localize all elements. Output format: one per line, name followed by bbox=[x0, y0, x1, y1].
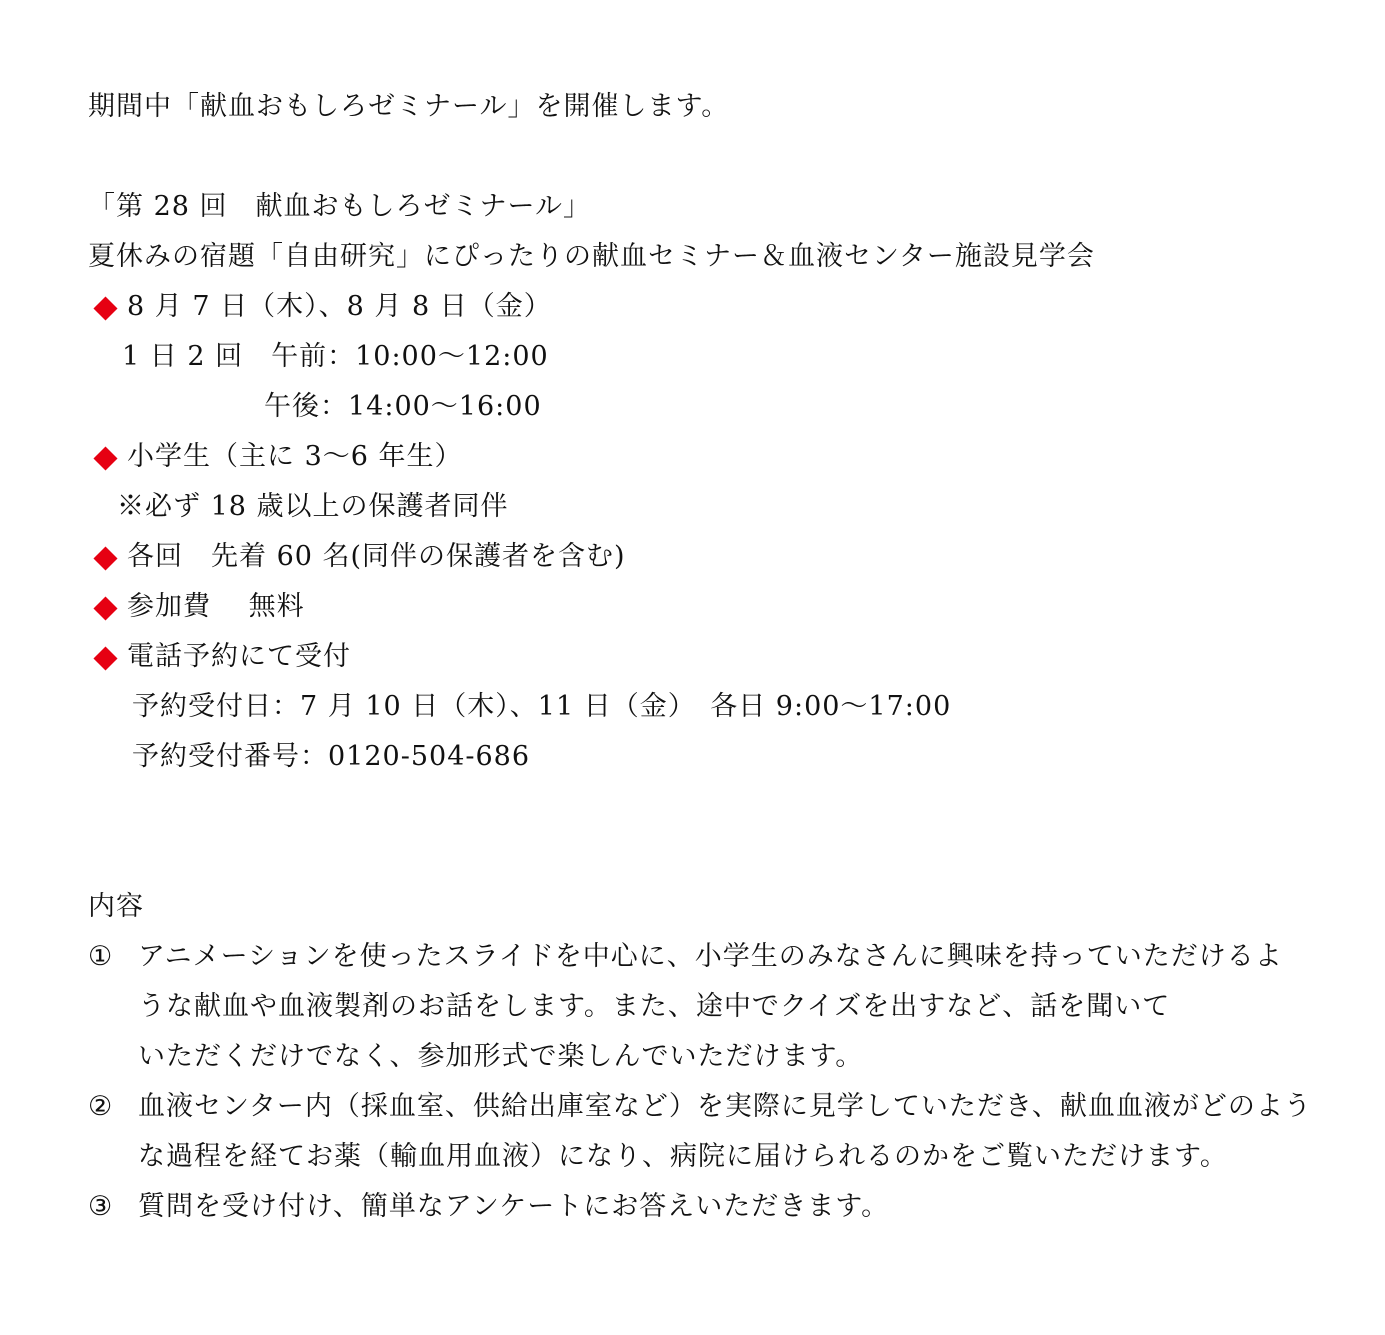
contents-item-line: いただくだけでなく、参加形式で楽しんでいただけます。 bbox=[138, 1041, 864, 1072]
contents-item-marker: ② bbox=[88, 1091, 113, 1122]
event-reservation: 電話予約にて受付 bbox=[127, 641, 351, 672]
contents-heading: 内容 bbox=[88, 891, 144, 922]
intro-text: 期間中「献血おもしろゼミナール」を開催します。 bbox=[88, 91, 730, 122]
bullet-diamond-icon bbox=[93, 446, 117, 470]
seminar-title: 「第 28 回 献血おもしろゼミナール」 bbox=[88, 191, 591, 222]
reservation-phone: 予約受付番号：0120-504-686 bbox=[132, 741, 531, 772]
contents-item-line: 血液センター内（採血室、供給出庫室など）を実際に見学していただき、献血血液がどのよう bbox=[138, 1091, 1312, 1122]
event-dates: 8 月 7 日（木）、8 月 8 日（金） bbox=[127, 291, 552, 322]
contents-item-line: うな献血や血液製剤のお話をします。また、途中でクイズを出すなど、話を聞いて bbox=[138, 991, 1171, 1022]
reservation-dates: 予約受付日：7 月 10 日（木）、11 日（金） 各日 9:00～17:00 bbox=[132, 691, 952, 722]
bullet-diamond-icon bbox=[93, 646, 117, 670]
event-target: 小学生（主に 3～6 年生） bbox=[127, 441, 463, 472]
contents-item-line: アニメーションを使ったスライドを中心に、小学生のみなさんに興味を持っていただけるよ bbox=[138, 941, 1283, 972]
bullet-diamond-icon bbox=[93, 596, 117, 620]
event-target-note: ※必ず 18 歳以上の保護者同伴 bbox=[117, 491, 509, 522]
event-times-pm: 午後：14:00～16:00 bbox=[264, 391, 542, 422]
seminar-subtitle: 夏休みの宿題「自由研究」にぴったりの献血セミナー＆血液センター施設見学会 bbox=[88, 241, 1095, 272]
contents-item-marker: ③ bbox=[88, 1191, 113, 1222]
contents-item-line: な過程を経てお薬（輸血用血液）になり、病院に届けられるのかをご覧いただけます。 bbox=[138, 1141, 1228, 1172]
bullet-diamond-icon bbox=[93, 546, 117, 570]
contents-item-marker: ① bbox=[88, 941, 113, 972]
contents-item-line: 質問を受け付け、簡単なアンケートにお答えいただきます。 bbox=[138, 1191, 890, 1222]
event-capacity: 各回 先着 60 名(同伴の保護者を含む) bbox=[127, 541, 626, 572]
event-times-am: 1 日 2 回 午前：10:00～12:00 bbox=[122, 341, 549, 372]
bullet-diamond-icon bbox=[93, 296, 117, 320]
event-fee: 参加費 無料 bbox=[127, 591, 305, 622]
